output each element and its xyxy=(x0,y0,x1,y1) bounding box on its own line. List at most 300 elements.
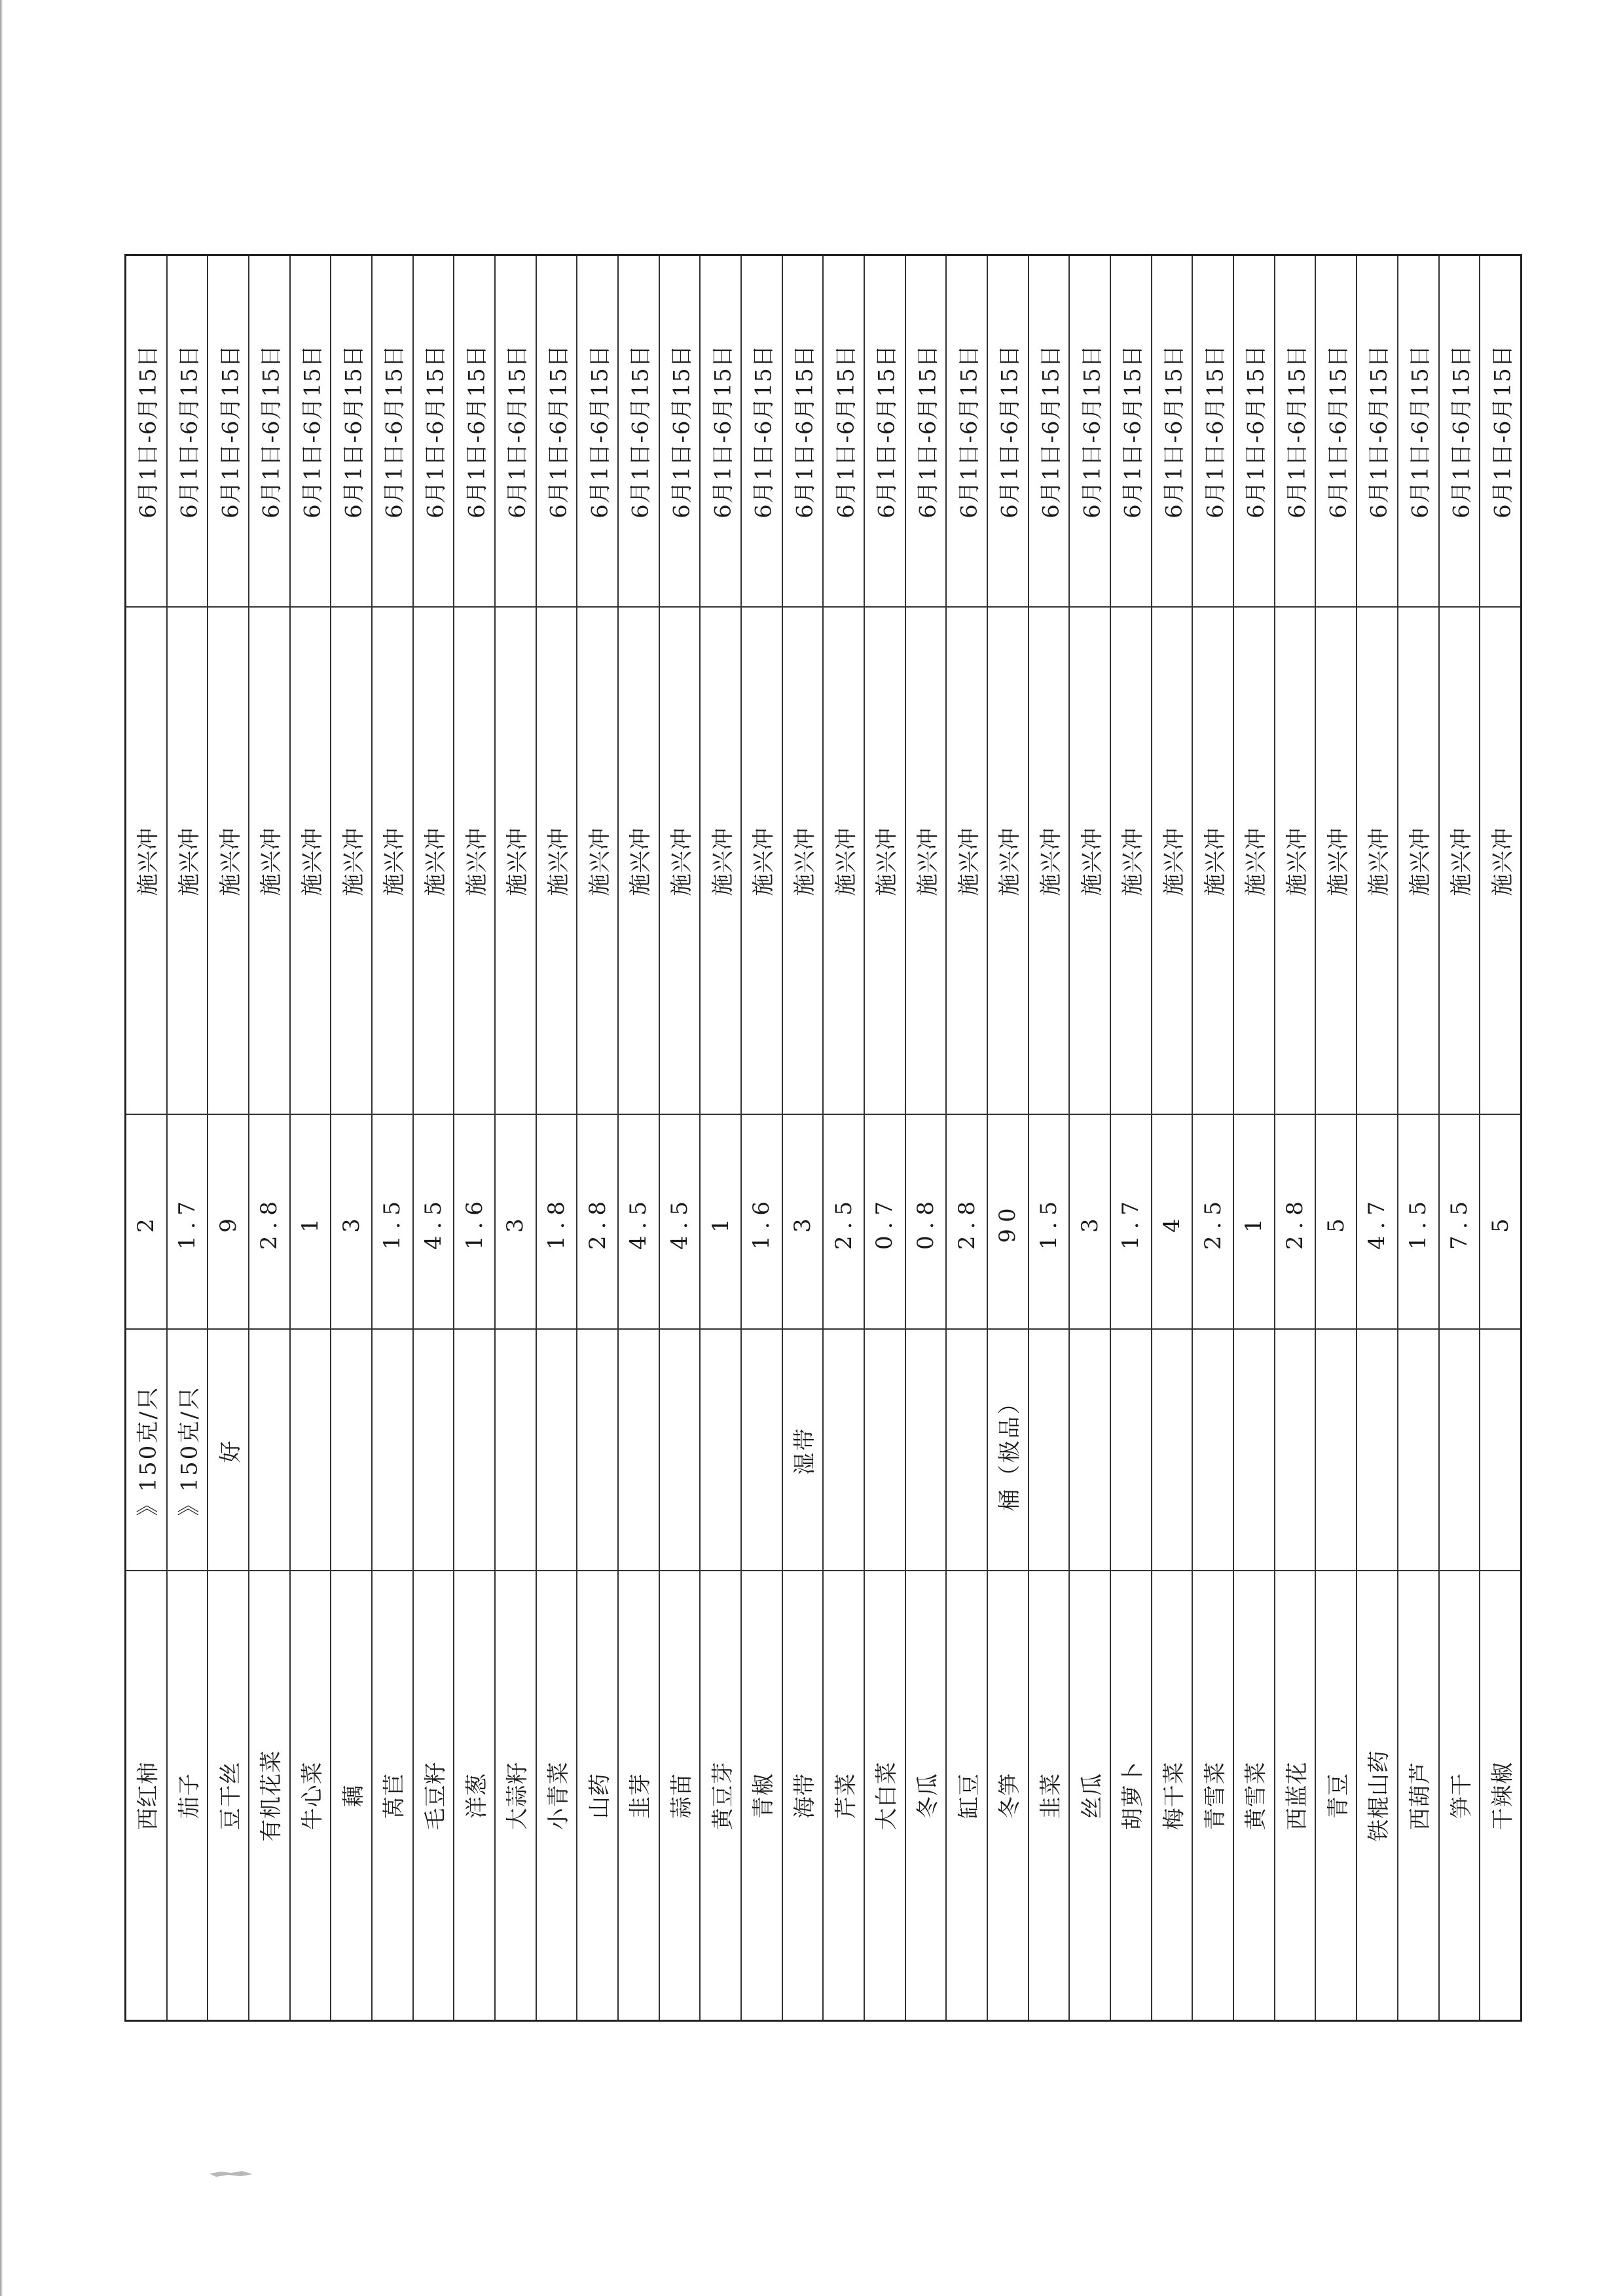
name-cell-text: 山药 xyxy=(587,1772,613,1819)
date-cell-text: 6月1日-6月15日 xyxy=(1079,344,1106,519)
price-cell xyxy=(1029,1114,1069,1330)
date-cell xyxy=(988,256,1028,606)
table-row xyxy=(988,256,1029,2020)
spec-cell-text: 桶（极品） xyxy=(996,1390,1023,1511)
name-cell-text: 莴苣 xyxy=(381,1772,408,1819)
scan-edge-shadow xyxy=(0,0,3,2296)
location-cell-text: 施兴冲 xyxy=(381,827,408,896)
date-cell xyxy=(742,256,782,606)
location-cell xyxy=(824,606,864,1115)
location-cell xyxy=(537,606,577,1115)
location-cell xyxy=(1193,606,1233,1115)
price-cell-text: 1.5 xyxy=(379,1194,406,1250)
price-cell-text: 1 xyxy=(707,1212,734,1233)
price-cell-text: 2.8 xyxy=(584,1194,611,1250)
price-cell xyxy=(577,1114,617,1330)
date-cell xyxy=(619,256,659,606)
date-cell-text: 6月1日-6月15日 xyxy=(340,344,367,519)
date-cell-text: 6月1日-6月15日 xyxy=(545,344,572,519)
price-cell-text: 1.8 xyxy=(543,1194,570,1250)
table-row xyxy=(373,256,414,2020)
name-cell-text: 大蒜籽 xyxy=(504,1761,531,1830)
name-cell xyxy=(454,1570,494,2020)
name-cell xyxy=(1275,1570,1315,2020)
spec-cell xyxy=(331,1328,371,1571)
location-cell-text: 施兴冲 xyxy=(1202,827,1229,896)
location-cell-text: 施兴冲 xyxy=(340,827,367,896)
name-cell-text: 藕 xyxy=(340,1784,367,1807)
price-cell-text: 1.7 xyxy=(1118,1194,1144,1250)
name-cell-text: 铁棍山药 xyxy=(1366,1749,1393,1842)
spec-cell xyxy=(414,1328,454,1571)
price-cell-text: 1.6 xyxy=(748,1194,775,1250)
price-cell xyxy=(414,1114,454,1330)
date-cell xyxy=(454,256,494,606)
location-cell xyxy=(249,606,289,1115)
date-cell-text: 6月1日-6月15日 xyxy=(258,344,285,519)
name-cell-text: 西葫芦 xyxy=(1407,1761,1434,1830)
location-cell xyxy=(619,606,659,1115)
spec-cell xyxy=(988,1328,1028,1571)
date-cell xyxy=(824,256,864,606)
name-cell-text: 海带 xyxy=(792,1772,818,1819)
name-cell xyxy=(742,1570,782,2020)
location-cell-text: 施兴冲 xyxy=(422,827,449,896)
name-cell-text: 牛心菜 xyxy=(299,1761,326,1830)
price-cell xyxy=(701,1114,740,1330)
price-cell xyxy=(1193,1114,1233,1330)
spec-cell xyxy=(1480,1328,1520,1571)
table-row xyxy=(1152,256,1194,2020)
date-cell xyxy=(1316,256,1356,606)
location-cell-text: 施兴冲 xyxy=(299,827,326,896)
spec-cell xyxy=(1111,1328,1151,1571)
name-cell xyxy=(291,1570,331,2020)
table-row xyxy=(619,256,660,2020)
name-cell xyxy=(168,1570,208,2020)
location-cell xyxy=(865,606,905,1115)
price-cell-text: 2.8 xyxy=(1282,1194,1309,1250)
location-cell xyxy=(742,606,782,1115)
spec-cell-text: 好 xyxy=(217,1438,244,1463)
name-cell-text: 洋葱 xyxy=(464,1772,490,1819)
price-cell-text: 2.5 xyxy=(830,1194,857,1250)
price-cell xyxy=(291,1114,331,1330)
name-cell xyxy=(701,1570,740,2020)
name-cell-text: 黄豆芽 xyxy=(710,1761,737,1830)
date-cell-text: 6月1日-6月15日 xyxy=(1407,344,1434,519)
date-cell xyxy=(865,256,905,606)
price-cell xyxy=(496,1114,536,1330)
price-cell-text: 4.5 xyxy=(420,1194,447,1250)
location-cell xyxy=(1152,606,1192,1115)
name-cell xyxy=(947,1570,987,2020)
name-cell xyxy=(1029,1570,1069,2020)
spec-cell xyxy=(373,1328,412,1571)
date-cell-text: 6月1日-6月15日 xyxy=(299,344,326,519)
price-cell-text: 0.8 xyxy=(913,1194,939,1250)
price-cell-text: 4.5 xyxy=(666,1194,693,1250)
location-cell-text: 施兴冲 xyxy=(217,827,244,896)
date-cell xyxy=(1398,256,1438,606)
date-cell xyxy=(1193,256,1233,606)
date-cell-text: 6月1日-6月15日 xyxy=(792,344,818,519)
location-cell xyxy=(496,606,536,1115)
name-cell-text: 青椒 xyxy=(750,1772,777,1819)
date-cell-text: 6月1日-6月15日 xyxy=(504,344,531,519)
date-cell-text: 6月1日-6月15日 xyxy=(627,344,654,519)
price-cell xyxy=(1357,1114,1397,1330)
name-cell xyxy=(1440,1570,1480,2020)
name-cell xyxy=(126,1570,166,2020)
table-row xyxy=(947,256,988,2020)
location-cell-text: 施兴冲 xyxy=(627,827,654,896)
date-cell xyxy=(783,256,823,606)
location-cell xyxy=(1029,606,1069,1115)
date-cell-text: 6月1日-6月15日 xyxy=(381,344,408,519)
name-cell-text: 缸豆 xyxy=(956,1772,983,1819)
name-cell-text: 有机花菜 xyxy=(258,1749,285,1842)
spec-cell xyxy=(783,1328,823,1571)
spec-cell xyxy=(619,1328,659,1571)
price-cell-text: 3 xyxy=(502,1212,529,1233)
location-cell xyxy=(168,606,208,1115)
name-cell xyxy=(1111,1570,1151,2020)
location-cell-text: 施兴冲 xyxy=(956,827,983,896)
price-cell-text: 1.5 xyxy=(1036,1194,1063,1250)
date-cell-text: 6月1日-6月15日 xyxy=(1284,344,1311,519)
price-cell xyxy=(947,1114,987,1330)
name-cell xyxy=(331,1570,371,2020)
date-cell xyxy=(1070,256,1110,606)
location-cell-text: 施兴冲 xyxy=(464,827,490,896)
price-cell xyxy=(1440,1114,1480,1330)
price-cell-text: 3 xyxy=(1076,1212,1103,1233)
name-cell xyxy=(988,1570,1028,2020)
price-cell xyxy=(208,1114,248,1330)
price-cell-text: 5 xyxy=(1487,1212,1514,1233)
spec-cell xyxy=(1029,1328,1069,1571)
date-cell-text: 6月1日-6月15日 xyxy=(1161,344,1188,519)
scan-speck xyxy=(208,2166,254,2180)
price-cell xyxy=(988,1114,1028,1330)
name-cell xyxy=(537,1570,577,2020)
spec-cell xyxy=(1357,1328,1397,1571)
location-cell-text: 施兴冲 xyxy=(1325,827,1352,896)
date-cell xyxy=(537,256,577,606)
date-cell-text: 6月1日-6月15日 xyxy=(1448,344,1475,519)
table-row xyxy=(414,256,455,2020)
location-cell-text: 施兴冲 xyxy=(833,827,860,896)
location-cell-text: 施兴冲 xyxy=(1407,827,1434,896)
date-cell xyxy=(291,256,331,606)
table-row xyxy=(1357,256,1398,2020)
date-cell-text: 6月1日-6月15日 xyxy=(1038,344,1065,519)
price-cell-text: 3 xyxy=(790,1212,816,1233)
location-cell-text: 施兴冲 xyxy=(1489,827,1516,896)
name-cell-text: 冬瓜 xyxy=(915,1772,941,1819)
price-cell xyxy=(1316,1114,1356,1330)
table-row xyxy=(126,256,168,2020)
name-cell-text: 冬笋 xyxy=(996,1772,1023,1819)
name-cell xyxy=(414,1570,454,2020)
name-cell xyxy=(865,1570,905,2020)
name-cell xyxy=(824,1570,864,2020)
date-cell-text: 6月1日-6月15日 xyxy=(1120,344,1146,519)
price-cell xyxy=(1070,1114,1110,1330)
price-cell-text: 9 xyxy=(215,1212,242,1233)
location-cell-text: 施兴冲 xyxy=(135,827,162,896)
table-row xyxy=(1234,256,1275,2020)
spec-cell xyxy=(1234,1328,1274,1571)
location-cell xyxy=(1234,606,1274,1115)
price-cell-text: 4.5 xyxy=(625,1194,652,1250)
table-row xyxy=(577,256,619,2020)
price-cell-text: 4.7 xyxy=(1364,1194,1391,1250)
name-cell xyxy=(1398,1570,1438,2020)
price-cell xyxy=(742,1114,782,1330)
price-cell-text: 3 xyxy=(338,1212,365,1233)
name-cell-text: 豆干丝 xyxy=(217,1761,244,1830)
location-cell xyxy=(331,606,371,1115)
date-cell-text: 6月1日-6月15日 xyxy=(217,344,244,519)
table-row xyxy=(168,256,209,2020)
location-cell xyxy=(577,606,617,1115)
date-cell xyxy=(1275,256,1315,606)
table-row xyxy=(496,256,537,2020)
date-cell xyxy=(496,256,536,606)
price-cell xyxy=(1234,1114,1274,1330)
location-cell-text: 施兴冲 xyxy=(1284,827,1311,896)
price-cell-text: 1 xyxy=(297,1212,324,1233)
name-cell-text: 青豆 xyxy=(1325,1772,1352,1819)
price-cell xyxy=(865,1114,905,1330)
date-cell xyxy=(1234,256,1274,606)
name-cell-text: 大白菜 xyxy=(873,1761,900,1830)
name-cell xyxy=(1070,1570,1110,2020)
price-cell xyxy=(168,1114,208,1330)
location-cell-text: 施兴冲 xyxy=(176,827,203,896)
location-cell-text: 施兴冲 xyxy=(258,827,285,896)
price-cell xyxy=(619,1114,659,1330)
spec-cell xyxy=(1152,1328,1192,1571)
date-cell xyxy=(1357,256,1397,606)
price-cell-text: 2.5 xyxy=(1199,1194,1226,1250)
location-cell xyxy=(126,606,166,1115)
table-row xyxy=(1316,256,1357,2020)
location-cell xyxy=(1398,606,1438,1115)
price-cell xyxy=(1111,1114,1151,1330)
price-table xyxy=(124,254,1522,2022)
price-cell-text: 0.7 xyxy=(871,1194,898,1250)
date-cell-text: 6月1日-6月15日 xyxy=(956,344,983,519)
date-cell-text: 6月1日-6月15日 xyxy=(1366,344,1393,519)
price-cell xyxy=(783,1114,823,1330)
location-cell xyxy=(1070,606,1110,1115)
location-cell xyxy=(701,606,740,1115)
spec-cell-text: 》150克/只 xyxy=(176,1385,203,1516)
date-cell xyxy=(906,256,946,606)
price-cell xyxy=(824,1114,864,1330)
name-cell-text: 青雪菜 xyxy=(1202,1761,1229,1830)
location-cell-text: 施兴冲 xyxy=(996,827,1023,896)
spec-cell xyxy=(208,1328,248,1571)
date-cell-text: 6月1日-6月15日 xyxy=(1489,344,1516,519)
location-cell-text: 施兴冲 xyxy=(1448,827,1475,896)
spec-cell xyxy=(291,1328,331,1571)
price-cell xyxy=(1480,1114,1520,1330)
location-cell xyxy=(1316,606,1356,1115)
table-row xyxy=(865,256,906,2020)
table-row xyxy=(208,256,249,2020)
price-cell xyxy=(249,1114,289,1330)
table-row xyxy=(1029,256,1070,2020)
name-cell xyxy=(1234,1570,1274,2020)
table-row xyxy=(906,256,947,2020)
location-cell-text: 施兴冲 xyxy=(1366,827,1393,896)
table-row xyxy=(1480,256,1520,2020)
date-cell-text: 6月1日-6月15日 xyxy=(873,344,900,519)
date-cell xyxy=(208,256,248,606)
location-cell xyxy=(988,606,1028,1115)
price-cell-text: 1.6 xyxy=(461,1194,488,1250)
location-cell xyxy=(1111,606,1151,1115)
name-cell-text: 蒜苗 xyxy=(668,1772,695,1819)
spec-cell xyxy=(496,1328,536,1571)
date-cell-text: 6月1日-6月15日 xyxy=(1202,344,1229,519)
location-cell-text: 施兴冲 xyxy=(1079,827,1106,896)
location-cell xyxy=(1275,606,1315,1115)
location-cell-text: 施兴冲 xyxy=(668,827,695,896)
name-cell xyxy=(1316,1570,1356,2020)
name-cell-text: 干辣椒 xyxy=(1489,1761,1516,1830)
date-cell-text: 6月1日-6月15日 xyxy=(915,344,941,519)
price-cell-text: 7.5 xyxy=(1446,1194,1472,1250)
name-cell-text: 韭芽 xyxy=(627,1772,654,1819)
date-cell xyxy=(168,256,208,606)
date-cell xyxy=(1440,256,1480,606)
spec-cell xyxy=(1070,1328,1110,1571)
price-cell xyxy=(126,1114,166,1330)
spec-cell xyxy=(577,1328,617,1571)
price-cell xyxy=(660,1114,700,1330)
table-row xyxy=(249,256,291,2020)
location-cell-text: 施兴冲 xyxy=(545,827,572,896)
table-row xyxy=(331,256,373,2020)
spec-cell xyxy=(1398,1328,1438,1571)
table-row xyxy=(1398,256,1440,2020)
spec-cell xyxy=(742,1328,782,1571)
price-cell-text: 1.7 xyxy=(174,1194,200,1250)
date-cell-text: 6月1日-6月15日 xyxy=(996,344,1023,519)
date-cell-text: 6月1日-6月15日 xyxy=(710,344,737,519)
location-cell-text: 施兴冲 xyxy=(1038,827,1065,896)
date-cell-text: 6月1日-6月15日 xyxy=(176,344,203,519)
spec-cell xyxy=(660,1328,700,1571)
name-cell xyxy=(783,1570,823,2020)
location-cell-text: 施兴冲 xyxy=(750,827,777,896)
table-row xyxy=(660,256,701,2020)
name-cell xyxy=(208,1570,248,2020)
date-cell-text: 6月1日-6月15日 xyxy=(135,344,162,519)
date-cell xyxy=(947,256,987,606)
price-cell-text: 90 xyxy=(994,1201,1021,1243)
location-cell xyxy=(1357,606,1397,1115)
date-cell xyxy=(373,256,412,606)
location-cell-text: 施兴冲 xyxy=(915,827,941,896)
location-cell xyxy=(906,606,946,1115)
price-cell-text: 1 xyxy=(1241,1212,1267,1233)
location-cell-text: 施兴冲 xyxy=(587,827,613,896)
price-cell xyxy=(454,1114,494,1330)
table-row xyxy=(454,256,496,2020)
spec-cell xyxy=(1440,1328,1480,1571)
table-row xyxy=(824,256,865,2020)
price-cell-text: 5 xyxy=(1322,1212,1349,1233)
location-cell-text: 施兴冲 xyxy=(873,827,900,896)
date-cell-text: 6月1日-6月15日 xyxy=(422,344,449,519)
name-cell xyxy=(373,1570,412,2020)
date-cell xyxy=(660,256,700,606)
location-cell xyxy=(414,606,454,1115)
location-cell-text: 施兴冲 xyxy=(504,827,531,896)
location-cell xyxy=(1480,606,1520,1115)
date-cell xyxy=(331,256,371,606)
name-cell xyxy=(1152,1570,1192,2020)
price-cell-text: 2.8 xyxy=(953,1194,980,1250)
spec-cell xyxy=(1275,1328,1315,1571)
price-cell xyxy=(537,1114,577,1330)
name-cell-text: 韭菜 xyxy=(1038,1772,1065,1819)
spec-cell xyxy=(126,1328,166,1571)
date-cell-text: 6月1日-6月15日 xyxy=(833,344,860,519)
table-row xyxy=(1193,256,1234,2020)
location-cell xyxy=(783,606,823,1115)
name-cell xyxy=(1480,1570,1520,2020)
location-cell-text: 施兴冲 xyxy=(1243,827,1269,896)
table-row xyxy=(1275,256,1317,2020)
price-cell xyxy=(906,1114,946,1330)
price-cell xyxy=(331,1114,371,1330)
name-cell xyxy=(577,1570,617,2020)
spec-cell xyxy=(947,1328,987,1571)
name-cell xyxy=(249,1570,289,2020)
spec-cell xyxy=(701,1328,740,1571)
spec-cell-text: 湿带 xyxy=(792,1426,818,1475)
table-row xyxy=(1111,256,1152,2020)
spec-cell xyxy=(1316,1328,1356,1571)
spec-cell xyxy=(454,1328,494,1571)
table-row xyxy=(537,256,578,2020)
date-cell-text: 6月1日-6月15日 xyxy=(464,344,490,519)
name-cell-text: 小青菜 xyxy=(545,1761,572,1830)
spec-cell xyxy=(906,1328,946,1571)
name-cell xyxy=(619,1570,659,2020)
date-cell-text: 6月1日-6月15日 xyxy=(587,344,613,519)
location-cell xyxy=(660,606,700,1115)
location-cell-text: 施兴冲 xyxy=(792,827,818,896)
spec-cell xyxy=(249,1328,289,1571)
name-cell xyxy=(1357,1570,1397,2020)
spec-cell xyxy=(865,1328,905,1571)
name-cell-text: 茄子 xyxy=(176,1772,203,1819)
name-cell-text: 笋干 xyxy=(1448,1772,1475,1819)
location-cell xyxy=(291,606,331,1115)
date-cell xyxy=(577,256,617,606)
name-cell xyxy=(660,1570,700,2020)
date-cell-text: 6月1日-6月15日 xyxy=(1243,344,1269,519)
price-cell xyxy=(373,1114,412,1330)
